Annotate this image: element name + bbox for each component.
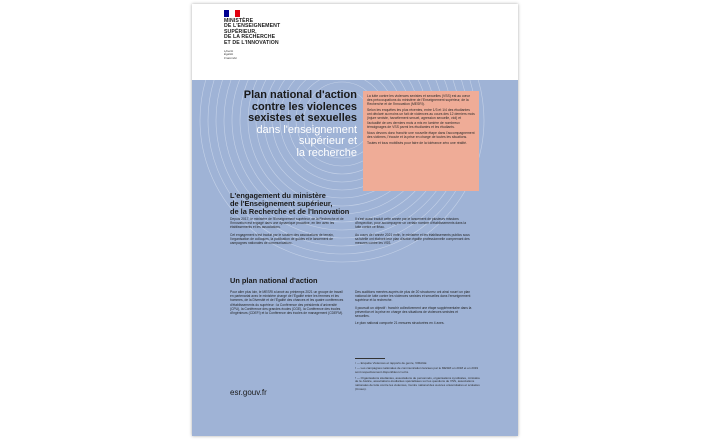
footnotes xyxy=(355,358,480,393)
subtitle-line: supérieur et xyxy=(298,135,357,147)
section-plan-title: Un plan national d'action xyxy=(230,276,318,285)
section-title-line: de l'Enseignement supérieur, xyxy=(230,198,333,208)
motto-line: Fraternité xyxy=(224,55,237,60)
ministry-line: DE L'ENSEIGNEMENT xyxy=(224,23,281,30)
section-engagement-left-column xyxy=(230,217,345,248)
footnote: ³ — Organisations étudiantes, associations de personnels, organisations syndicales, ministère de la Justice, associations étudiantes spécialisées sur les questions de VSS, associations nationales de lutte contre les violences, Centre national des œuvres universitaires et scolaires (Cnous). xyxy=(355,375,480,391)
body-paragraph: Il poursuit un objectif : franchir collectivement une étape supplémentaire dans la prévention et la prise en charge des situations de violences sexistes et sexuelles. xyxy=(355,305,472,319)
section-title-line: de la Recherche et de l'Innovation xyxy=(230,206,350,216)
footnote: ¹ — Enquête Violences et rapports de genre, VIRAGE xyxy=(355,360,427,365)
section-plan-left-column xyxy=(230,290,345,318)
body-paragraph: Il s'est aussi traduit cette année par le lancement de plusieurs missions d'inspection, pour accompagner un certain nombre d'établissements dans la lutte contre ce fléau. xyxy=(355,217,467,230)
website-url: esr.gouv.fr xyxy=(230,388,267,397)
ministry-name xyxy=(224,19,280,46)
ministry-line: SUPÉRIEUR, xyxy=(224,28,257,35)
title-line: Plan national d'action xyxy=(243,89,357,101)
page-header xyxy=(192,4,518,80)
document-page xyxy=(192,4,518,436)
subtitle-line: dans l'enseignement xyxy=(256,123,357,136)
section-engagement-right-column xyxy=(355,217,472,248)
document-title xyxy=(217,90,357,159)
ministry-line: DE LA RECHERCHE xyxy=(224,34,276,41)
intro-paragraph: Selon les enquêtes les plus récentes, entre 1/3 et 1/4 des étudiantes ont déclaré au moins un fait de violences au cours des 12 derniers mois (injure sexiste, harcèlement sexuel, agression sexuelle, viol) et l'actualité de ces derniers mois a mis en lumière de nombreux témoignages de VSS parmi les étudiantes et les étudiants. xyxy=(367,108,475,129)
blue-content-area xyxy=(192,80,518,436)
body-paragraph: Au cours de l'année 2021 enfin, le ministère et les établissements publics sous sa tutelle ont élaboré leur plan d'action égalité professionnelle comprenant des mesures contre les VSS. xyxy=(355,232,470,246)
french-flag-logo xyxy=(224,10,240,17)
body-paragraph: Cet engagement s'est traduit par le soutien des associations de terrain, l'organisation de colloques, la publication de guides et le lancement de campagnes nationales de communication¹. xyxy=(230,232,334,246)
intro-paragraph: Nous devons donc franchir une nouvelle étape dans l'accompagnement des victimes, l'écoute et la prise en charge de toutes les situations. xyxy=(367,130,475,139)
body-paragraph: Le plan national comporte 21 mesures structurées en 4 axes. xyxy=(355,321,445,326)
intro-paragraph: La lutte contre les violences sexistes et sexuelles (VSS) est au cœur des préoccupations du ministère de l'Enseignement supérieur, de la Recherche et de l'Innovation (MESRI). xyxy=(367,94,470,107)
intro-box xyxy=(363,91,479,191)
subtitle-line: la recherche xyxy=(296,146,357,159)
section-engagement-title xyxy=(230,192,349,215)
title-line: contre les violences xyxy=(251,100,357,113)
footnote-divider xyxy=(355,358,385,359)
ministry-line: ET DE L'INNOVATION xyxy=(224,39,279,46)
section-plan-right-column xyxy=(355,290,472,328)
body-paragraph: Depuis 2017, le ministère de l'Enseignement supérieur, de la Recherche et de l'Innovation est engagé dans une dynamique proactive, en lien avec les établissements et les associations. xyxy=(230,217,344,230)
intro-paragraph: Toutes et tous mobilisés pour faire de la tolérance zéro une réalité. xyxy=(367,140,467,145)
flag-red-stripe xyxy=(235,10,240,17)
section-title-line: L'engagement du ministère xyxy=(230,191,326,200)
republic-motto xyxy=(224,50,237,60)
motto-line: Égalité xyxy=(224,52,234,57)
ministry-line: MINISTÈRE xyxy=(224,18,254,24)
footnote: ² — Les campagnes nationales de communication lancées par le MESRI en 2018 et en 2019 sont respectivement disponibles ici et là. xyxy=(355,366,479,374)
title-line: sexistes et sexuelles xyxy=(248,112,357,124)
body-paragraph: Des auditions menées auprès de plus de 20 structures² ont ainsi nourri un plan national de lutte contre les violences sexistes et sexuelles dans l'enseignement supérieur et la recherche. xyxy=(355,290,471,303)
motto-line: Liberté xyxy=(224,49,234,53)
body-paragraph: Pour aller plus loin, le MESRI a lancé au printemps 2021 un groupe de travail en partenariat avec le ministère chargé de l'Égalité entre les femmes et les hommes, de la Diversité et de l'Égalité des chances et les quatre conférences d'établissements du supérieur : la Conférence des présidents d'université (CPU), la Conférence des grandes écoles (CGE), la Conférence des écoles d'ingénieurs (CDEFI) et la Conférence des écoles de management (CDEFM). xyxy=(230,290,344,316)
